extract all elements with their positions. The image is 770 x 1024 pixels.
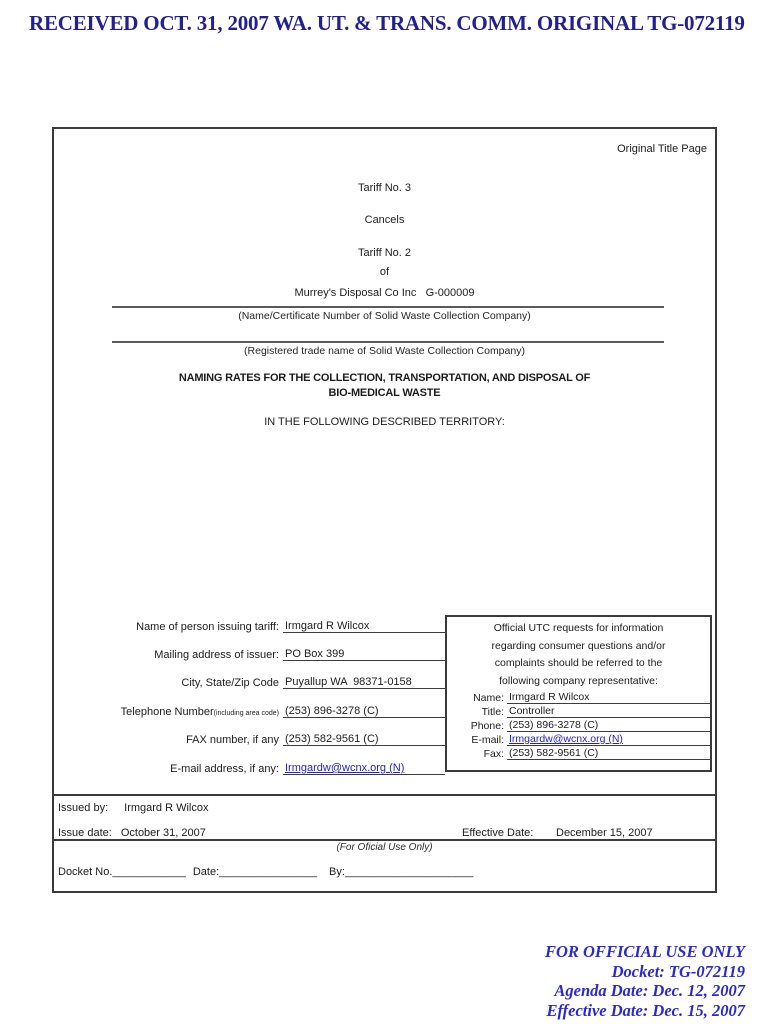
utc-fax-value: (253) 582-9561 (C) <box>507 747 710 760</box>
date-segment <box>193 866 317 878</box>
utc-phone-label: Phone: <box>470 720 504 732</box>
of-label: of <box>379 266 390 278</box>
fax-value: (253) 582-9561 (C) <box>283 733 445 746</box>
email-value <box>283 762 445 775</box>
field-row-email <box>54 759 445 775</box>
mailing-address-value: PO Box 399 <box>283 648 445 661</box>
utc-row-fax <box>447 746 710 760</box>
docket-no-label: Docket No. <box>58 866 113 878</box>
utc-fax-label: Fax: <box>483 748 504 760</box>
official-stamp-docket: Docket: TG-072119 <box>611 961 745 981</box>
telephone-label-main: Telephone Number <box>120 706 214 718</box>
utc-name-label: Name: <box>473 692 504 704</box>
official-use-rule <box>54 839 715 841</box>
by-segment <box>329 866 473 878</box>
by-label: By: <box>329 866 345 878</box>
page-label: Original Title Page <box>617 143 707 155</box>
territory-line: IN THE FOLLOWING DESCRIBED TERRITORY: <box>264 416 505 428</box>
field-row-city-state-zip <box>54 673 445 689</box>
utc-title-value: Controller <box>507 705 710 718</box>
utc-contact-box <box>445 615 712 772</box>
naming-rates-title-line1: NAMING RATES FOR THE COLLECTION, TRANSPORTATION, AND DISPOSAL OF <box>178 372 591 384</box>
official-stamp-line1: FOR OFFICIAL USE ONLY <box>544 942 745 961</box>
by-blank: _____________________ <box>344 866 474 878</box>
docket-no-segment <box>58 866 186 878</box>
official-stamp-effective-date: Effective Date: Dec. 15, 2007 <box>546 1000 745 1020</box>
utc-intro-line4: following company representative: <box>499 674 658 687</box>
mailing-address-label: Mailing address of issuer: <box>154 649 279 661</box>
utc-intro-line3: complaints should be referred to the <box>494 657 663 669</box>
effective-date-label: Effective Date: <box>462 827 534 839</box>
utc-row-name <box>447 690 710 704</box>
naming-rates-title-line2: BIO-MEDICAL WASTE <box>328 387 441 399</box>
utc-row-email <box>447 732 710 746</box>
field-row-telephone <box>54 702 445 718</box>
issuer-name-label: Name of person issuing tariff: <box>136 621 279 633</box>
cancelled-tariff-number: Tariff No. 2 <box>358 247 411 259</box>
utc-intro-line1: Official UTC requests for information <box>493 622 664 634</box>
official-use-caption: (For Oficial Use Only) <box>336 842 433 853</box>
docket-no-blank: ____________ <box>112 866 186 878</box>
form-box <box>52 127 717 893</box>
effective-date-value: December 15, 2007 <box>556 827 653 839</box>
official-use-stamp <box>545 942 745 1020</box>
issued-section-rule <box>54 794 715 796</box>
tariff-number: Tariff No. 3 <box>358 182 411 194</box>
issued-by-row <box>58 802 208 814</box>
cancels-label: Cancels <box>364 214 405 226</box>
trade-name-caption: (Registered trade name of Solid Waste Collection Company) <box>244 345 525 357</box>
utc-row-phone <box>447 718 710 732</box>
field-row-fax <box>54 730 445 746</box>
utc-email-value <box>507 733 710 746</box>
issue-date-row <box>58 827 711 839</box>
issue-date-value: October 31, 2007 <box>120 827 206 839</box>
field-row-issuer-name <box>54 617 445 633</box>
issue-date-label: Issue date: <box>58 827 112 839</box>
field-row-mailing-address <box>54 645 445 661</box>
city-state-zip-value: Puyallup WA 98371-0158 <box>283 676 445 689</box>
utc-title-label: Title: <box>481 706 504 718</box>
trade-name-rule <box>112 341 664 343</box>
utc-email-link[interactable]: Irmgardw@wcnx.org (N) <box>509 733 623 745</box>
issuer-name-value: Irmgard R Wilcox <box>283 620 445 633</box>
company-name-rule <box>112 306 664 308</box>
email-link[interactable]: Irmgardw@wcnx.org (N) <box>285 762 405 774</box>
company-name-line: Murrey's Disposal Co Inc G-000009 <box>294 287 475 299</box>
docket-row <box>58 866 473 878</box>
date-blank: ________________ <box>219 866 318 878</box>
utc-row-title <box>447 704 710 718</box>
official-stamp-agenda-date: Agenda Date: Dec. 12, 2007 <box>554 981 745 1000</box>
telephone-value: (253) 896-3278 (C) <box>283 705 445 718</box>
utc-email-label: E-mail: <box>471 734 504 746</box>
utc-name-value: Irmgard R Wilcox <box>507 691 710 704</box>
telephone-label-small: (including area code) <box>213 710 279 717</box>
issued-by-value: Irmgard R Wilcox <box>124 802 209 814</box>
received-stamp: RECEIVED OCT. 31, 2007 WA. UT. & TRANS. COMM. ORIGINAL TG-072119 <box>29 11 745 35</box>
telephone-label <box>54 706 283 718</box>
utc-phone-value: (253) 896-3278 (C) <box>507 719 710 732</box>
date-label: Date: <box>192 866 220 878</box>
issued-by-label: Issued by: <box>58 802 109 814</box>
fax-label: FAX number, if any <box>186 734 279 746</box>
company-name-caption: (Name/Certificate Number of Solid Waste Collection Company) <box>238 310 531 322</box>
utc-intro <box>447 617 710 690</box>
email-label: E-mail address, if any: <box>170 763 279 775</box>
utc-intro-line2: regarding consumer questions and/or <box>491 639 666 652</box>
city-state-zip-label: City, State/Zip Code <box>181 677 279 689</box>
